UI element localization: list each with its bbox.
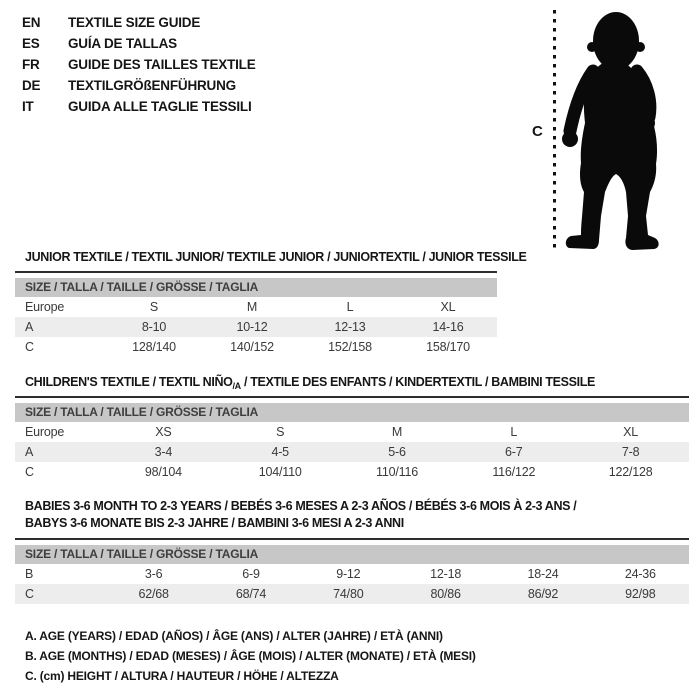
size-cell: XL — [440, 300, 456, 314]
size-cell: 3-4 — [154, 445, 173, 459]
size-header: SIZE / TALLA / TAILLE / GRÖSSE / TAGLIA — [15, 278, 497, 297]
size-cell: 128/140 — [132, 340, 176, 354]
size-cell: 110/116 — [376, 465, 418, 479]
size-cell: M — [391, 425, 403, 439]
size-cell: 3-6 — [144, 567, 163, 581]
row-label: C — [25, 340, 34, 354]
footnote-c: C. (cm) HEIGHT / ALTURA / HAUTEUR / HÖHE / ALTEZZA — [25, 669, 339, 683]
size-cell: 8-10 — [141, 320, 167, 334]
junior-section-title: JUNIOR TEXTILE / TEXTIL JUNIOR/ TEXTILE JUNIOR / JUNIORTEXTIL / JUNIOR TESSILE — [25, 250, 527, 264]
junior-size-table-block — [15, 271, 497, 357]
size-cell: 24-36 — [624, 567, 656, 581]
size-cell: 158/170 — [426, 340, 470, 354]
children-section-title — [25, 375, 595, 389]
language-code: ES — [22, 36, 40, 51]
size-cell: 86/92 — [527, 587, 559, 601]
table-top-rule — [15, 538, 689, 540]
size-cell: 62/68 — [138, 587, 169, 601]
size-cell: 4-5 — [271, 445, 289, 459]
row-label: B — [25, 567, 34, 581]
size-cell: 12-18 — [430, 567, 462, 581]
size-cell: M — [246, 300, 258, 314]
size-cell: 9-12 — [336, 567, 361, 581]
babies-section-title — [25, 498, 576, 532]
row-label: A — [25, 445, 34, 459]
row-label: C — [25, 465, 34, 479]
table-row — [15, 297, 497, 317]
table-row — [15, 337, 497, 357]
size-header: SIZE / TALLA / TAILLE / GRÖSSE / TAGLIA — [15, 545, 689, 564]
table-row — [15, 442, 689, 462]
babies-size-table-block — [15, 538, 689, 604]
language-label: GUIDA ALLE TAGLIE TESSILI — [68, 99, 252, 114]
figure-block — [520, 0, 700, 255]
children-size-table-block — [15, 396, 689, 482]
size-cell: 7-8 — [621, 445, 640, 459]
size-cell: 74/80 — [333, 587, 364, 601]
footnote-b: B. AGE (MONTHS) / EDAD (MESES) / ÂGE (MOIS) / ALTER (MONATE) / ETÀ (MESI) — [25, 649, 476, 663]
language-item — [22, 96, 256, 117]
height-measure-dotted-line — [553, 10, 556, 248]
size-cell: 6-9 — [242, 567, 260, 581]
size-cell: XL — [623, 425, 639, 439]
language-code: FR — [22, 57, 40, 72]
size-cell: 18-24 — [527, 567, 559, 581]
children-title-sub: /A — [232, 381, 241, 391]
row-label: Europe — [25, 300, 65, 314]
language-label: TEXTILE SIZE GUIDE — [68, 15, 201, 30]
table-row — [15, 584, 689, 604]
size-cell: 80/86 — [430, 587, 461, 601]
size-cell: S — [276, 425, 285, 439]
children-title-post: / TEXTILE DES ENFANTS / KINDERTEXTIL / BAMBINI TESSILE — [240, 375, 596, 389]
size-cell: 122/128 — [608, 465, 653, 479]
language-list — [22, 12, 256, 117]
size-cell: 140/152 — [230, 340, 274, 354]
size-cell: 5-6 — [388, 445, 406, 459]
language-code: IT — [22, 99, 34, 114]
table-top-rule — [15, 271, 497, 273]
size-cell: L — [346, 300, 354, 314]
measure-label-c: C — [532, 123, 543, 140]
row-label: C — [25, 587, 34, 601]
size-cell: S — [149, 300, 159, 314]
language-item — [22, 12, 256, 33]
language-item — [22, 54, 256, 75]
size-header: SIZE / TALLA / TAILLE / GRÖSSE / TAGLIA — [15, 403, 689, 422]
footnotes — [25, 626, 476, 686]
size-cell: 10-12 — [236, 320, 268, 334]
size-cell: 92/98 — [625, 587, 656, 601]
table-row — [15, 462, 689, 482]
language-label: TEXTILGRÖßENFÜHRUNG — [68, 78, 236, 93]
size-cell: 14-16 — [432, 320, 464, 334]
children-size-table — [15, 422, 689, 482]
row-label: A — [25, 320, 34, 334]
table-row — [15, 317, 497, 337]
size-cell: XS — [155, 425, 172, 439]
size-cell: 6-7 — [505, 445, 523, 459]
language-code: DE — [22, 78, 41, 93]
table-row — [15, 564, 689, 584]
size-cell: 152/158 — [328, 340, 372, 354]
size-cell: 98/104 — [144, 465, 182, 479]
babies-title-line1: BABIES 3-6 MONTH TO 2-3 YEARS / BEBÉS 3-6 MESES A 2-3 AÑOS / BÉBÉS 3-6 MOIS À 2-3 ANS / — [25, 499, 577, 513]
size-cell: L — [510, 425, 518, 439]
babies-title-line2: BABYS 3-6 MONATE BIS 2-3 JAHRE / BAMBINI 3-6 MESI A 2-3 ANNI — [25, 516, 404, 530]
children-title-pre: CHILDREN'S TEXTILE / TEXTIL NIÑO — [25, 375, 233, 389]
size-cell: 104/110 — [258, 465, 302, 479]
footnote-a: A. AGE (YEARS) / EDAD (AÑOS) / ÂGE (ANS) / ALTER (JAHRE) / ETÀ (ANNI) — [25, 629, 443, 643]
toddler-silhouette — [562, 5, 668, 250]
language-code: EN — [22, 15, 41, 30]
language-item — [22, 75, 256, 96]
size-cell: 12-13 — [334, 320, 366, 334]
language-label: GUÍA DE TALLAS — [68, 36, 177, 51]
table-top-rule — [15, 396, 689, 398]
language-item — [22, 33, 256, 54]
size-cell: 116/122 — [492, 465, 536, 479]
junior-size-table — [15, 297, 497, 357]
language-label: GUIDE DES TAILLES TEXTILE — [68, 57, 256, 72]
row-label: Europe — [25, 425, 65, 439]
size-cell: 68/74 — [235, 587, 267, 601]
babies-size-table — [15, 564, 689, 604]
table-row — [15, 422, 689, 442]
